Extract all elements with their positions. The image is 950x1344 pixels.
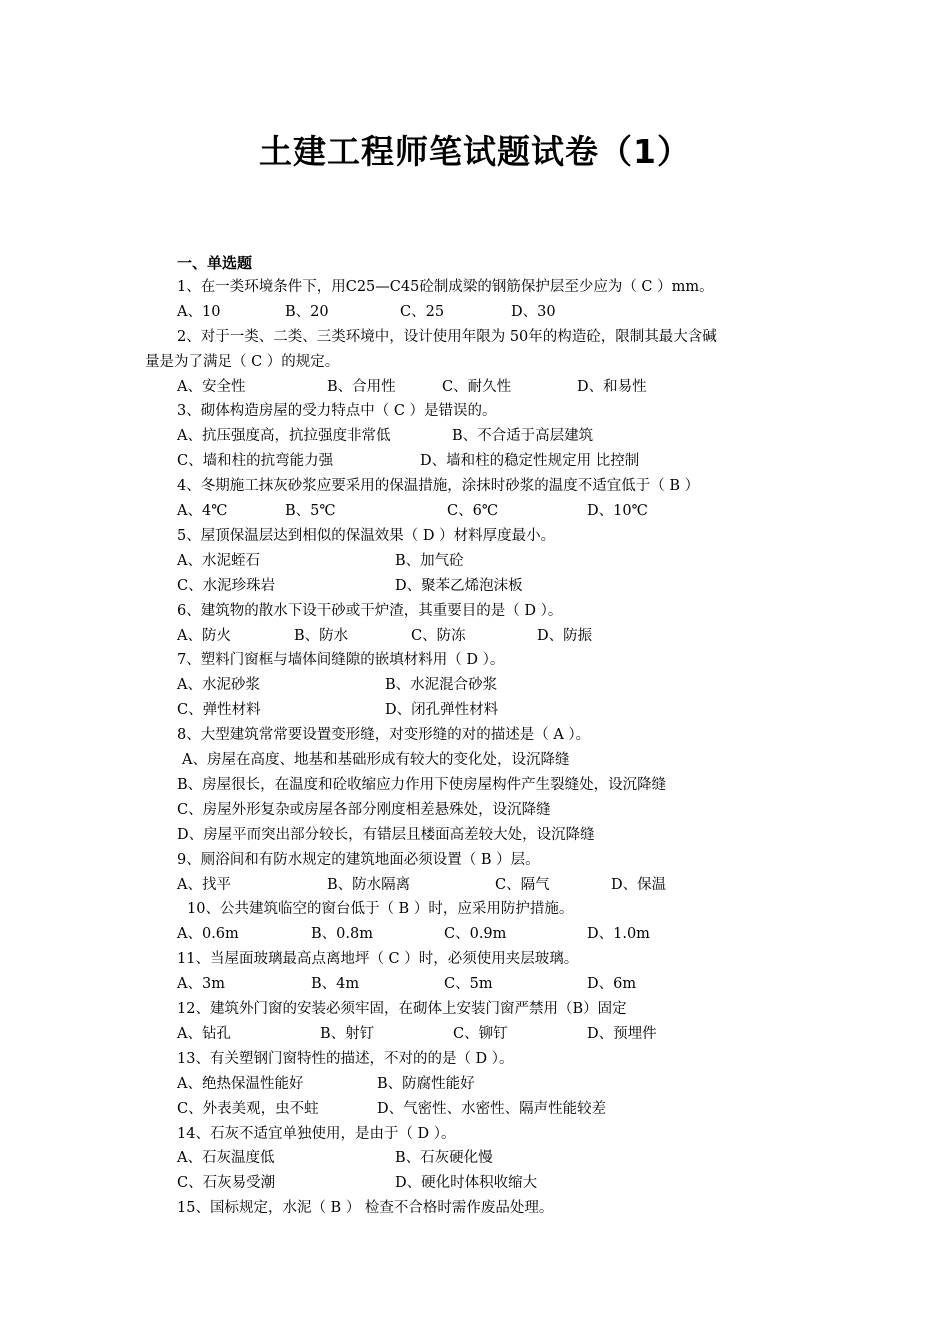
answer-option: B、防水	[294, 627, 349, 644]
answer-option: C、石灰易受潮	[177, 1175, 276, 1192]
answer-option: A、3m	[177, 976, 225, 993]
answer-option: A、10	[177, 303, 221, 320]
answer-option: C、隔气	[495, 876, 550, 893]
answer-option: C、弹性材料	[177, 702, 261, 719]
answer-option: D、1.0m	[587, 926, 650, 943]
answer-option: D、预埋件	[587, 1025, 657, 1042]
answer-option: B、水泥混合砂浆	[385, 677, 498, 694]
option-row	[177, 972, 877, 997]
answer-option: C、0.9m	[444, 926, 507, 943]
option-row	[177, 798, 877, 823]
option-row	[177, 922, 877, 947]
answer-option: D、墙和柱的稳定性规定用 比控制	[420, 453, 640, 470]
option-row	[177, 424, 877, 449]
question-text: 12、建筑外门窗的安装必须牢固，在砌体上安装门窗严禁用（B）固定	[177, 1001, 627, 1017]
answer-option: D、闭孔弹性材料	[385, 702, 499, 719]
answer-option: B、防腐性能好	[377, 1075, 475, 1092]
answer-option: C、5m	[444, 976, 493, 993]
question-text: 13、有关塑钢门窗特性的描述，不对的的是（ D ）。	[177, 1050, 514, 1067]
answer-option: B、20	[285, 303, 329, 320]
answer-option: B、加气砼	[395, 552, 464, 569]
option-row	[177, 1022, 877, 1047]
answer-option: A、4℃	[177, 503, 228, 519]
option-row	[177, 1171, 877, 1196]
answer-option: C、6℃	[447, 503, 499, 519]
question-text-continued: 量是为了满足（ C ）的规定。	[145, 353, 340, 370]
question-text: 1、在一类环境条件下，用C25—C45砼制成梁的钢筋保护层至少应为（ C ）mm。	[177, 278, 714, 295]
option-row	[177, 673, 877, 698]
answer-option: D、和易性	[577, 378, 647, 395]
question-text: 7、塑料门窗框与墙体间缝隙的嵌填材料用（ D ）。	[177, 652, 505, 669]
option-row	[177, 698, 877, 723]
answer-option: C、水泥珍珠岩	[177, 577, 276, 594]
answer-option: A、找平	[177, 876, 231, 893]
answer-option: A、房屋在高度、地基和基础形成有较大的变化处，设沉降缝	[182, 752, 570, 768]
answer-option: B、0.8m	[311, 926, 373, 943]
question-text: 8、大型建筑常常要设置变形缝，对变形缝的对的描述是（ A ）。	[177, 727, 591, 744]
answer-option: A、石灰温度低	[177, 1150, 275, 1167]
question-text: 6、建筑物的散水下设干砂或干炉渣，其重要目的是（ D ）。	[177, 602, 563, 619]
answer-option: A、0.6m	[177, 926, 239, 943]
option-row	[177, 1146, 877, 1171]
answer-option: B、4m	[311, 976, 360, 993]
answer-option: A、安全性	[177, 378, 246, 395]
question-text: 3、砌体构造房屋的受力特点中（ C ）是错误的。	[177, 403, 497, 420]
answer-option: B、合用性	[327, 378, 396, 395]
option-row	[177, 499, 877, 524]
question-text: 9、厕浴间和有防水规定的建筑地面必须设置（ B ）层。	[177, 851, 540, 868]
answer-option: B、房屋很长，在温度和砼收缩应力作用下使房屋构件产生裂缝处，设沉降缝	[177, 776, 667, 793]
answer-option: A、钻孔	[177, 1025, 231, 1042]
answer-option: A、水泥砂浆	[177, 677, 260, 694]
answer-option: D、气密性、水密性、隔声性能较差	[377, 1100, 607, 1117]
question-text: 5、屋顶保温层达到相似的保温效果（ D ）材料厚度最小。	[177, 527, 556, 544]
option-row	[177, 1072, 877, 1097]
answer-option: A、防火	[177, 627, 231, 644]
option-row	[177, 574, 877, 599]
answer-option: B、5℃	[285, 503, 336, 519]
answer-option: D、30	[511, 303, 556, 320]
option-row	[177, 1097, 877, 1122]
question-text: 11、当屋面玻璃最高点离地坪（ C ）时，必须使用夹层玻璃。	[177, 951, 579, 968]
answer-option: B、石灰硬化慢	[395, 1150, 493, 1167]
option-row	[177, 773, 877, 798]
option-row	[177, 449, 877, 474]
question-text: 2、对于一类、二类、三类环境中，设计使用年限为 50年的构造砼，限制其最大含碱	[177, 328, 717, 345]
option-row	[182, 748, 882, 773]
answer-option: D、聚苯乙烯泡沫板	[395, 577, 523, 594]
answer-option: A、水泥蛭石	[177, 552, 260, 569]
answer-option: D、房屋平而突出部分较长，有错层且楼面高差较大处，设沉降缝	[177, 826, 595, 843]
answer-option: A、抗压强度高，抗拉强度非常低	[177, 428, 391, 445]
answer-option: C、外表美观，虫不蛀	[177, 1100, 319, 1117]
option-row	[177, 624, 877, 649]
answer-option: C、耐久性	[442, 378, 512, 395]
option-row	[177, 549, 877, 574]
answer-option: D、硬化时体积收缩大	[395, 1175, 538, 1192]
page-title: 土建工程师笔试题试卷（1）	[259, 132, 691, 171]
option-row	[177, 375, 877, 400]
option-row	[177, 823, 877, 848]
answer-option: D、10℃	[587, 503, 648, 519]
answer-option: C、墙和柱的抗弯能力强	[177, 453, 334, 470]
answer-option: D、保温	[611, 876, 667, 893]
answer-option: D、6m	[587, 976, 637, 993]
answer-option: B、防水隔离	[327, 876, 411, 893]
question-text: 14、石灰不适宜单独使用，是由于（ D ）。	[177, 1125, 456, 1142]
question-text: 15、国标规定，水泥（ B ） 检查不合格时需作废品处理。	[177, 1200, 554, 1217]
answer-option: B、射钉	[320, 1025, 375, 1042]
answer-option: D、防振	[537, 627, 593, 644]
answer-option: A、绝热保温性能好	[177, 1075, 304, 1092]
answer-option: C、25	[400, 303, 445, 320]
answer-option: C、铆钉	[453, 1025, 508, 1042]
answer-option: C、房屋外形复杂或房屋各部分刚度相差悬殊处，设沉降缝	[177, 801, 551, 818]
answer-option: C、防冻	[411, 627, 466, 644]
option-row	[177, 300, 877, 325]
answer-option: B、不合适于高层建筑	[452, 428, 594, 445]
option-row	[177, 873, 877, 898]
question-text: 10、公共建筑临空的窗台低于（ B ）时，应采用防护措施。	[187, 901, 574, 918]
question-text: 4、冬期施工抹灰砂浆应要采用的保温措施，涂抹时砂浆的温度不适宜低于（ B ）	[177, 478, 700, 495]
section-heading: 一、单选题	[177, 254, 253, 272]
